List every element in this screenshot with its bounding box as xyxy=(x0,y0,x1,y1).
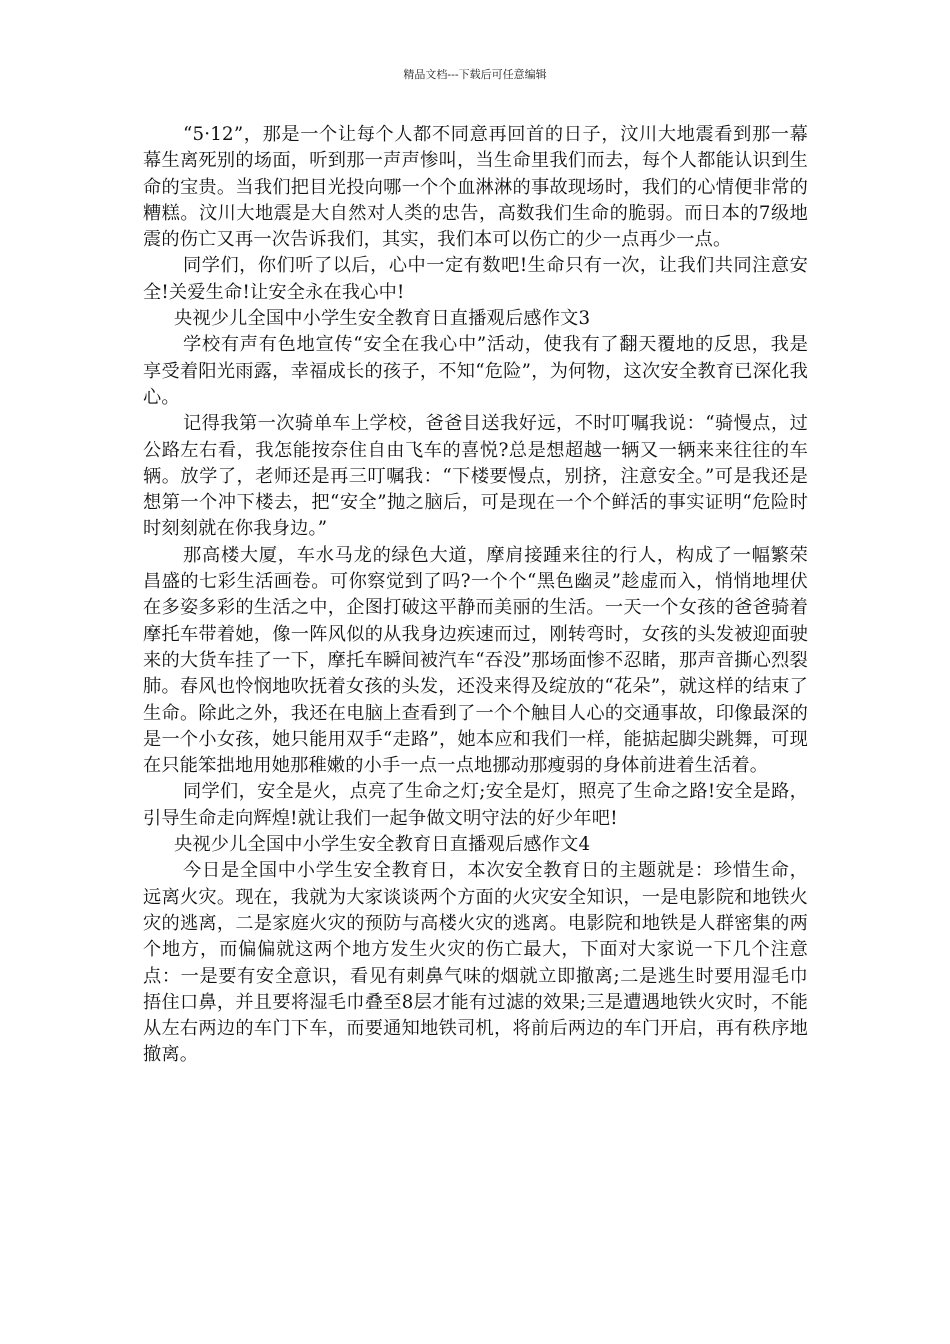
page-header: 精品文档---下载后可任意编辑 xyxy=(403,68,547,81)
paragraph: 同学们，安全是火，点亮了生命之灯;安全是灯，照亮了生命之路!安全是路，引导生命走向辉煌!就让我们一起争做文明守法的好少年吧! xyxy=(143,781,808,829)
paragraph: 同学们，你们听了以后，心中一定有数吧!生命只有一次，让我们共同注意安全!关爱生命!让安全永在我心中! xyxy=(143,255,808,303)
paragraph: “5·12”，那是一个让每个人都不同意再回首的日子，汶川大地震看到那一幕幕生离死别的场面，听到那一声声惨叫，当生命里我们而去，每个人都能认识到生命的宝贵。当我们把目光投向哪一个个血淋淋的事故现场时，我们的心情便非常的糟糕。汶川大地震是大自然对人类的忠告，高数我们生命的脆弱。而日本的7级地震的伤亡又再一次告诉我们，其实，我们本可以伤亡的少一点再少一点。 xyxy=(143,124,808,251)
section-title: 央视少儿全国中小学生安全教育日直播观后感作文4 xyxy=(173,834,591,856)
paragraph: 那高楼大厦，车水马龙的绿色大道，摩肩接踵来往的行人，构成了一幅繁荣昌盛的七彩生活画卷。可你察觉到了吗?一个个“黑色幽灵”趁虚而入，悄悄地埋伏在多姿多彩的生活之中，企图打破这平静而美丽的生活。一天一个女孩的爸爸骑着摩托车带着她，像一阵风似的从我身边疾速而过，刚转弯时，女孩的头发被迎面驶来的大货车挂了一下，摩托车瞬间被汽车“吞没”那场面惨不忍睹，那声音撕心烈裂肺。春风也怜悯地吹抚着女孩的头发，还没来得及绽放的“花朵”，就这样的结束了生命。除此之外，我还在电脑上查看到了一个个触目人心的交通事故，印像最深的是一个小女孩，她只能用双手“走路”，她本应和我们一样，能掂起脚尖跳舞，可现在只能笨拙地用她那稚嫩的小手一点一点地挪动那瘦弱的身体前进着生活着。 xyxy=(143,544,808,777)
paragraph: 学校有声有色地宣传“安全在我心中”活动，使我有了翻天覆地的反思，我是享受着阳光雨露，幸福成长的孩子，不知“危险”，为何物，这次安全教育已深化我心。 xyxy=(143,334,808,408)
paragraph: 今日是全国中小学生安全教育日，本次安全教育日的主题就是：珍惜生命，远离火灾。现在，我就为大家谈谈两个方面的火灾安全知识，一是电影院和地铁火灾的逃离，二是家庭火灾的预防与高楼火灾的逃离。电影院和地铁是人群密集的两个地方，而偏偏就这两个地方发生火灾的伤亡最大，下面对大家说一下几个注意点：一是要有安全意识，看见有刺鼻气味的烟就立即撤离;二是逃生时要用湿毛巾捂住口鼻，并且要将湿毛巾叠至8层才能有过滤的效果;三是遭遇地铁火灾时，不能从左右两边的车门下车，而要通知地铁司机，将前后两边的车门开启，再有秩序地撤离。 xyxy=(143,860,808,1066)
paragraph: 记得我第一次骑单车上学校，爸爸目送我好远，不时叮嘱我说：“骑慢点，过公路左右看，我怎能按奈住自由飞车的喜悦?总是想超越一辆又一辆来来往往的车辆。放学了，老师还是再三叮嘱我：“下楼要慢点，别挤，注意安全。”可是我还是想第一个冲下楼去，把“安全”抛之脑后，可是现在一个个鲜活的事实证明“危险时时刻刻就在你我身边。” xyxy=(143,413,808,540)
article-body xyxy=(143,122,808,1069)
section-title: 央视少儿全国中小学生安全教育日直播观后感作文3 xyxy=(173,308,591,330)
